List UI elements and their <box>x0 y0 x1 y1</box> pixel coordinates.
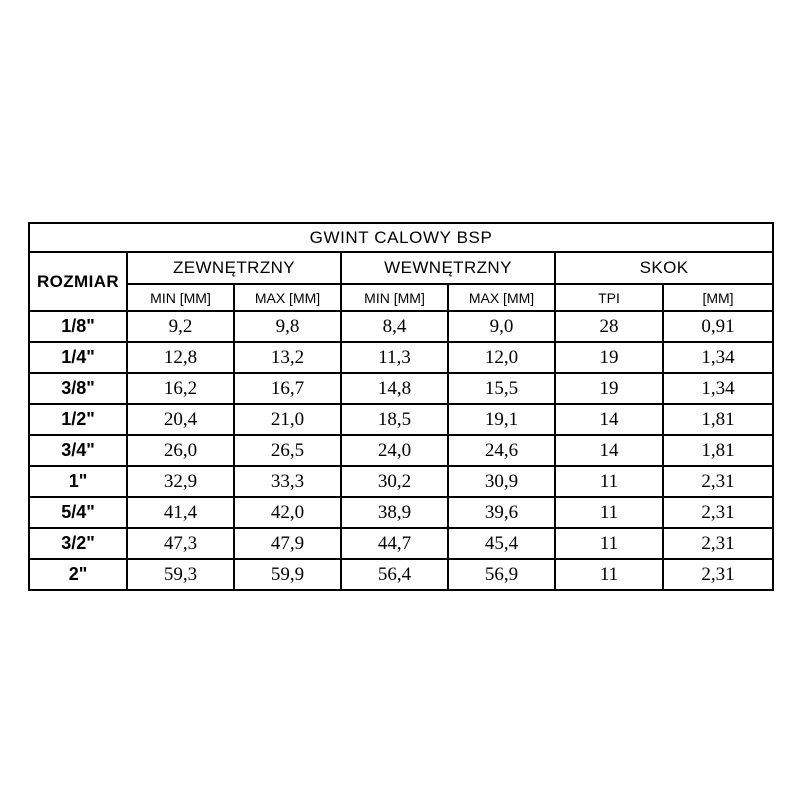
table-title-row <box>29 223 773 252</box>
cell-size: 1" <box>29 466 127 497</box>
column-header-wew-min: MIN [MM] <box>341 284 448 311</box>
column-header-tpi: TPI <box>555 284 663 311</box>
cell-wew-max: 39,6 <box>448 497 555 528</box>
cell-tpi: 11 <box>555 559 663 590</box>
table-subheader-row <box>29 284 773 311</box>
cell-skok-mm: 2,31 <box>663 559 773 590</box>
cell-size: 1/2" <box>29 404 127 435</box>
cell-wew-min: 8,4 <box>341 311 448 342</box>
bsp-thread-table-container <box>28 222 772 591</box>
cell-skok-mm: 1,81 <box>663 404 773 435</box>
cell-zew-min: 16,2 <box>127 373 234 404</box>
cell-wew-max: 9,0 <box>448 311 555 342</box>
cell-zew-max: 21,0 <box>234 404 341 435</box>
cell-zew-min: 26,0 <box>127 435 234 466</box>
cell-wew-min: 44,7 <box>341 528 448 559</box>
cell-skok-mm: 2,31 <box>663 497 773 528</box>
table-row <box>29 404 773 435</box>
table-row <box>29 528 773 559</box>
cell-zew-max: 26,5 <box>234 435 341 466</box>
column-header-wew-max: MAX [MM] <box>448 284 555 311</box>
column-header-skok-mm: [MM] <box>663 284 773 311</box>
cell-size: 1/4" <box>29 342 127 373</box>
cell-zew-max: 42,0 <box>234 497 341 528</box>
table-row <box>29 497 773 528</box>
cell-tpi: 14 <box>555 435 663 466</box>
cell-tpi: 28 <box>555 311 663 342</box>
cell-zew-min: 59,3 <box>127 559 234 590</box>
table-row <box>29 311 773 342</box>
cell-wew-max: 56,9 <box>448 559 555 590</box>
cell-zew-max: 47,9 <box>234 528 341 559</box>
cell-zew-max: 9,8 <box>234 311 341 342</box>
cell-size: 2" <box>29 559 127 590</box>
column-header-zew-max: MAX [MM] <box>234 284 341 311</box>
bsp-thread-table <box>28 222 774 591</box>
table-row <box>29 466 773 497</box>
cell-zew-min: 20,4 <box>127 404 234 435</box>
cell-zew-min: 41,4 <box>127 497 234 528</box>
cell-wew-min: 11,3 <box>341 342 448 373</box>
cell-wew-max: 12,0 <box>448 342 555 373</box>
cell-size: 3/8" <box>29 373 127 404</box>
cell-zew-min: 12,8 <box>127 342 234 373</box>
column-group-skok: SKOK <box>555 252 773 284</box>
cell-zew-min: 47,3 <box>127 528 234 559</box>
cell-skok-mm: 2,31 <box>663 466 773 497</box>
cell-wew-min: 14,8 <box>341 373 448 404</box>
table-row <box>29 559 773 590</box>
cell-wew-min: 38,9 <box>341 497 448 528</box>
cell-wew-max: 30,9 <box>448 466 555 497</box>
cell-zew-max: 59,9 <box>234 559 341 590</box>
cell-zew-min: 32,9 <box>127 466 234 497</box>
cell-wew-min: 24,0 <box>341 435 448 466</box>
cell-wew-min: 56,4 <box>341 559 448 590</box>
cell-tpi: 19 <box>555 373 663 404</box>
cell-size: 5/4" <box>29 497 127 528</box>
cell-tpi: 11 <box>555 497 663 528</box>
cell-skok-mm: 2,31 <box>663 528 773 559</box>
column-group-wewnetrzny: WEWNĘTRZNY <box>341 252 555 284</box>
table-group-header-row <box>29 252 773 284</box>
cell-wew-max: 15,5 <box>448 373 555 404</box>
cell-tpi: 19 <box>555 342 663 373</box>
cell-skok-mm: 1,81 <box>663 435 773 466</box>
table-row <box>29 342 773 373</box>
cell-skok-mm: 1,34 <box>663 342 773 373</box>
cell-zew-max: 13,2 <box>234 342 341 373</box>
cell-skok-mm: 0,91 <box>663 311 773 342</box>
cell-zew-max: 33,3 <box>234 466 341 497</box>
cell-tpi: 11 <box>555 466 663 497</box>
cell-skok-mm: 1,34 <box>663 373 773 404</box>
cell-wew-min: 30,2 <box>341 466 448 497</box>
column-header-zew-min: MIN [MM] <box>127 284 234 311</box>
cell-size: 1/8" <box>29 311 127 342</box>
table-row <box>29 435 773 466</box>
column-header-rozmiar: ROZMIAR <box>29 252 127 311</box>
cell-wew-min: 18,5 <box>341 404 448 435</box>
column-group-zewnetrzny: ZEWNĘTRZNY <box>127 252 341 284</box>
cell-zew-min: 9,2 <box>127 311 234 342</box>
table-row <box>29 373 773 404</box>
cell-tpi: 14 <box>555 404 663 435</box>
cell-size: 3/4" <box>29 435 127 466</box>
table-title: GWINT CALOWY BSP <box>29 223 773 252</box>
cell-wew-max: 24,6 <box>448 435 555 466</box>
cell-tpi: 11 <box>555 528 663 559</box>
cell-size: 3/2" <box>29 528 127 559</box>
cell-zew-max: 16,7 <box>234 373 341 404</box>
cell-wew-max: 19,1 <box>448 404 555 435</box>
cell-wew-max: 45,4 <box>448 528 555 559</box>
